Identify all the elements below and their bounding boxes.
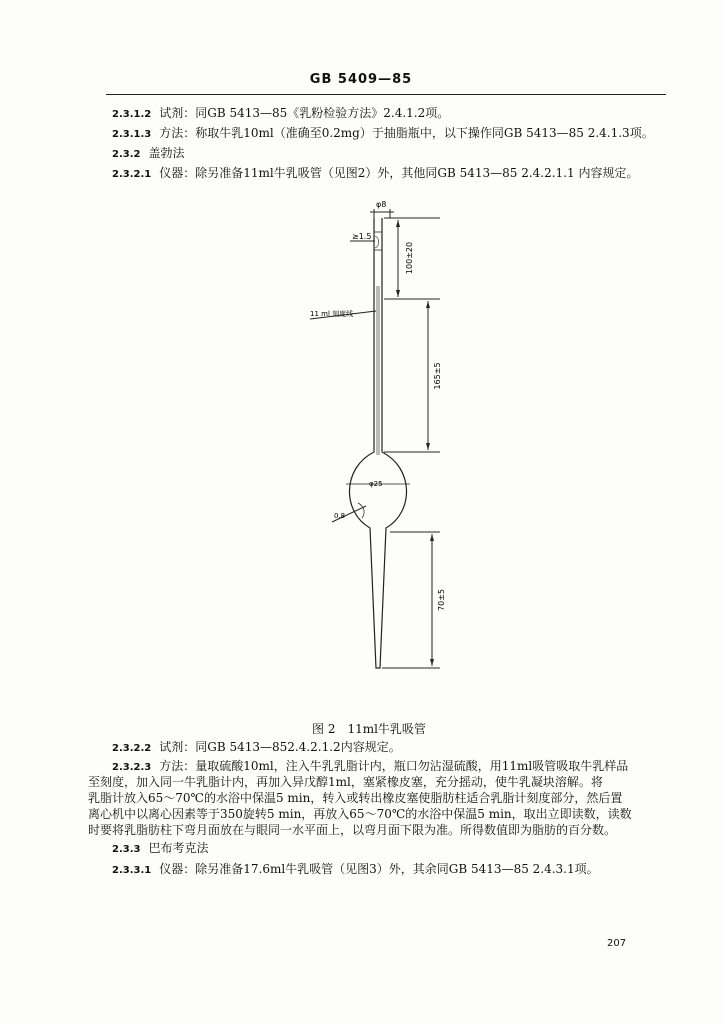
paragraph-text: 仪器：除另准备17.6ml牛乳吸管（见图3）外，其余同GB 5413—85 2.4.3.1项。 (159, 862, 599, 876)
label-graduation-mark: 11 ml 刻度线 (310, 310, 354, 318)
clause-number: 2.3.1.2 (112, 109, 152, 120)
paragraph (112, 862, 599, 878)
label-bulb-diameter: φ25 (369, 480, 383, 488)
paragraph (112, 759, 628, 775)
paragraph-line: 离心机中以离心因素等于350旋转5 min，再放入65～70℃的水浴中保温5 min，取出立即读数，读数 (88, 807, 632, 821)
paragraph-text: 盖勃法 (148, 146, 185, 160)
clause-number: 2.3.3.1 (112, 865, 152, 876)
paragraph (112, 740, 401, 756)
label-top-diameter: φ8 (376, 200, 387, 209)
paragraph-text: 方法：量取硫酸10ml，注入牛乳乳脂计内，瓶口勿沾湿硫酸，用11ml吸管吸取牛乳样品 (159, 759, 629, 773)
label-bulb-note: 0.8 (334, 512, 346, 520)
clause-number: 2.3.3 (112, 844, 141, 855)
label-dim-middle: 165±5 (433, 362, 442, 390)
clause-number: 2.3.2.3 (112, 762, 152, 773)
paragraph-line: 时要将乳脂肪柱下弯月面放在与眼同一水平面上，以弯月面下限为准。所得数值即为脂肪的百分数。 (88, 823, 617, 837)
figure-caption: 图 2 11ml牛乳吸管 (312, 722, 426, 736)
paragraph-text: 方法：称取牛乳10ml（准确至0.2mg）于抽脂瓶中，以下操作同GB 5413—85 2.4.1.3项。 (159, 126, 654, 140)
clause-number: 2.3.2.2 (112, 743, 152, 754)
paragraph-text: 试剂：同GB 5413—852.4.2.1.2内容规定。 (159, 740, 401, 754)
clause-number: 2.3.2 (112, 149, 141, 160)
label-neck-note: ≥1.5 (352, 232, 372, 241)
paragraph (112, 841, 209, 857)
clause-number: 2.3.1.3 (112, 129, 152, 140)
label-dim-lower: 70±5 (437, 589, 446, 611)
paragraph-text: 仪器：除另准备11ml牛乳吸管（见图2）外，其他同GB 5413—85 2.4.2.1.1 内容规定。 (159, 166, 639, 180)
page-header: GB 5409—85 (309, 72, 413, 87)
clause-number: 2.3.2.1 (112, 169, 152, 180)
paragraph-text: 巴布考克法 (148, 841, 209, 855)
paragraph-text: 试剂：同GB 5413—85《乳粉检验方法》2.4.1.2项。 (159, 106, 450, 120)
page-number: 207 (607, 938, 627, 949)
paragraph-line: 至刻度，加入同一牛乳脂计内，再加入异戊醇1ml，塞紧橡皮塞，充分摇动，使牛乳凝块溶解。将 (88, 775, 603, 789)
paragraph-line: 乳脂计放入65～70℃的水浴中保温5 min，转入或转出橡皮塞使脂肪柱适合乳脂计刻度部分，然后置 (88, 791, 623, 805)
label-dim-upper: 100±20 (405, 241, 414, 275)
